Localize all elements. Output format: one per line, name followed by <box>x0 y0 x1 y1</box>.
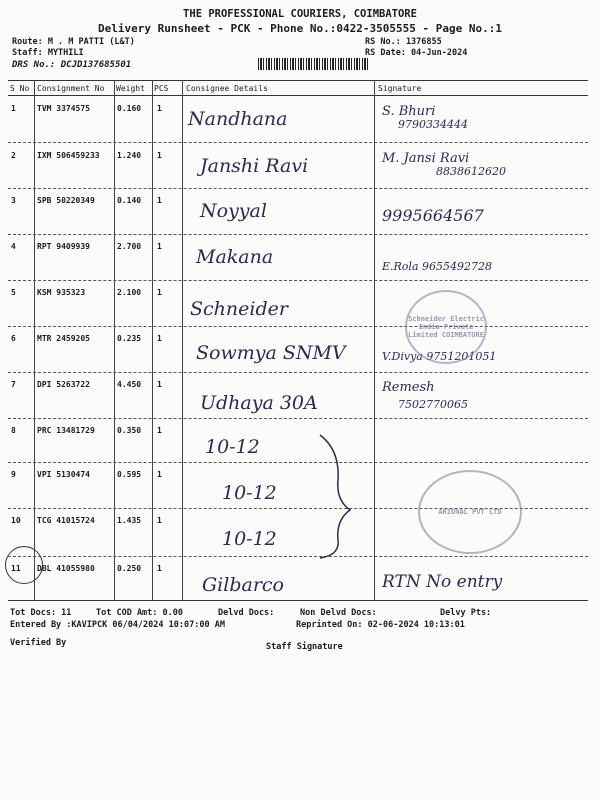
cell-weight: 0.595 <box>117 470 142 479</box>
cell-pcs: 1 <box>157 196 162 205</box>
cell-consignment: PRC 13481729 <box>37 426 95 435</box>
row-divider <box>8 462 588 463</box>
row-divider <box>8 372 588 373</box>
entered-by: Entered By :KAVIPCK 06/04/2024 10:07:00 AM <box>10 620 225 630</box>
consignee-handwriting: Makana <box>196 246 274 268</box>
consignee-handwriting: Noyyal <box>200 200 267 222</box>
bracket-mark <box>300 430 370 560</box>
cell-sno: 2 <box>11 151 16 160</box>
row-divider <box>8 280 588 281</box>
col-header-weight: Weight <box>116 84 145 93</box>
cell-pcs: 1 <box>157 426 162 435</box>
col-header-consignee: Consignee Details <box>186 84 268 93</box>
table-row <box>0 330 600 372</box>
rs-number: RS No.: 1376855 <box>365 37 442 47</box>
company-stamp: ARIONAL PVT LTD <box>418 470 522 554</box>
non-delivered-docs: Non Delvd Docs: <box>300 608 377 618</box>
table-row <box>0 238 600 280</box>
cell-consignment: TVM 3374575 <box>37 104 90 113</box>
col-header-pcs: PCS <box>154 84 169 93</box>
consignee-handwriting: Sowmya SNMV <box>196 342 346 364</box>
signature-phone: 9790334444 <box>398 118 468 131</box>
rs-date: RS Date: 04-Jun-2024 <box>365 48 468 58</box>
cell-weight: 0.250 <box>117 564 142 573</box>
table-row <box>0 147 600 189</box>
verified-by: Verified By <box>10 638 67 648</box>
signature-handwriting: RTN No entry <box>382 572 503 592</box>
cell-weight: 0.350 <box>117 426 142 435</box>
delivery-points: Delvy Pts: <box>440 608 492 618</box>
signature-handwriting: M. Jansi Ravi <box>382 151 470 166</box>
cell-consignment: TCG 41015724 <box>37 516 95 525</box>
runsheet-title: THE PROFESSIONAL COURIERS, COIMBATORE <box>183 8 417 20</box>
table-top-rule <box>8 80 588 81</box>
cell-weight: 1.240 <box>117 151 142 160</box>
table-row <box>0 560 600 602</box>
cell-consignment: DPI 5263722 <box>37 380 90 389</box>
total-cod-amount: Tot COD Amt: 0.00 <box>96 608 183 618</box>
signature-phone: 8838612620 <box>436 165 506 178</box>
total-docs: Tot Docs: 11 <box>10 608 72 618</box>
cell-weight: 0.235 <box>117 334 142 343</box>
signature-phone: 7502770065 <box>398 398 468 411</box>
cell-sno: 4 <box>11 242 16 251</box>
consignee-handwriting: Schneider <box>190 298 288 320</box>
route-label: Route: M . M PATTI (L&T) <box>12 37 135 47</box>
cell-consignment: VPI 5130474 <box>37 470 90 479</box>
row-divider <box>8 556 588 557</box>
consignee-handwriting: Nandhana <box>188 108 288 130</box>
cell-pcs: 1 <box>157 104 162 113</box>
consignee-handwriting: Gilbarco <box>202 574 284 596</box>
cell-weight: 2.700 <box>117 242 142 251</box>
table-row <box>0 100 600 142</box>
staff-signature-label: Staff Signature <box>266 642 343 652</box>
cell-sno: 7 <box>11 380 16 389</box>
table-bottom-rule <box>8 600 588 601</box>
cell-consignment: DBL 41055980 <box>37 564 95 573</box>
cell-weight: 2.100 <box>117 288 142 297</box>
barcode-image <box>258 58 368 70</box>
col-header-sno: S No <box>10 84 30 93</box>
row-divider <box>8 234 588 235</box>
cell-consignment: RPT 9409939 <box>37 242 90 251</box>
staff-label: Staff: MYTHILI <box>12 48 84 58</box>
consignee-handwriting: Janshi Ravi <box>200 155 309 177</box>
cell-sno: 1 <box>11 104 16 113</box>
cell-pcs: 1 <box>157 380 162 389</box>
table-row <box>0 192 600 234</box>
cell-sno: 3 <box>11 196 16 205</box>
signature-handwriting: S. Bhuri <box>382 104 436 119</box>
company-stamp: Schneider Electric India Private Limited COIMBATORE <box>405 290 487 364</box>
cell-sno: 8 <box>11 426 16 435</box>
runsheet-subtitle: Delivery Runsheet - PCK - Phone No.:0422-3505555 - Page No.:1 <box>98 22 502 35</box>
signature-handwriting: Remesh <box>382 380 435 395</box>
cell-consignment: KSM 935323 <box>37 288 86 297</box>
cell-pcs: 1 <box>157 288 162 297</box>
row-divider <box>8 142 588 143</box>
cell-weight: 4.450 <box>117 380 142 389</box>
consignee-handwriting: 10-12 <box>205 436 260 458</box>
cell-pcs: 1 <box>157 334 162 343</box>
cell-pcs: 1 <box>157 516 162 525</box>
cell-weight: 0.160 <box>117 104 142 113</box>
row-divider <box>8 188 588 189</box>
consignee-handwriting: 10-12 <box>222 528 277 550</box>
cell-sno: 5 <box>11 288 16 297</box>
row-divider <box>8 326 588 327</box>
row-divider <box>8 418 588 419</box>
signature-handwriting: E.Rola 9655492728 <box>382 260 492 273</box>
cell-pcs: 1 <box>157 470 162 479</box>
cell-pcs: 1 <box>157 242 162 251</box>
cell-consignment: SPB 50220349 <box>37 196 95 205</box>
table-row <box>0 376 600 418</box>
table-header-rule <box>8 95 588 96</box>
cell-pcs: 1 <box>157 151 162 160</box>
reprinted-on: Reprinted On: 02-06-2024 10:13:01 <box>296 620 465 630</box>
signature-handwriting: 9995664567 <box>382 206 484 225</box>
cell-consignment: MTR 2459205 <box>37 334 90 343</box>
drs-number: DRS No.: DCJD137685501 <box>12 60 132 70</box>
cell-sno: 11 <box>11 564 21 573</box>
signature-handwriting: V.Divya 9751201051 <box>382 350 497 363</box>
cell-sno: 6 <box>11 334 16 343</box>
cell-pcs: 1 <box>157 564 162 573</box>
cell-sno: 10 <box>11 516 21 525</box>
cell-weight: 0.140 <box>117 196 142 205</box>
col-header-consignment: Consignment No <box>37 84 105 93</box>
consignee-handwriting: Udhaya 30A <box>200 392 318 414</box>
row-circle-mark <box>5 546 43 584</box>
cell-sno: 9 <box>11 470 16 479</box>
col-header-signature: Signature <box>378 84 422 93</box>
cell-consignment: IXM 506459233 <box>37 151 100 160</box>
cell-weight: 1.435 <box>117 516 142 525</box>
delivered-docs: Delvd Docs: <box>218 608 275 618</box>
table-row <box>0 284 600 326</box>
consignee-handwriting: 10-12 <box>222 482 277 504</box>
